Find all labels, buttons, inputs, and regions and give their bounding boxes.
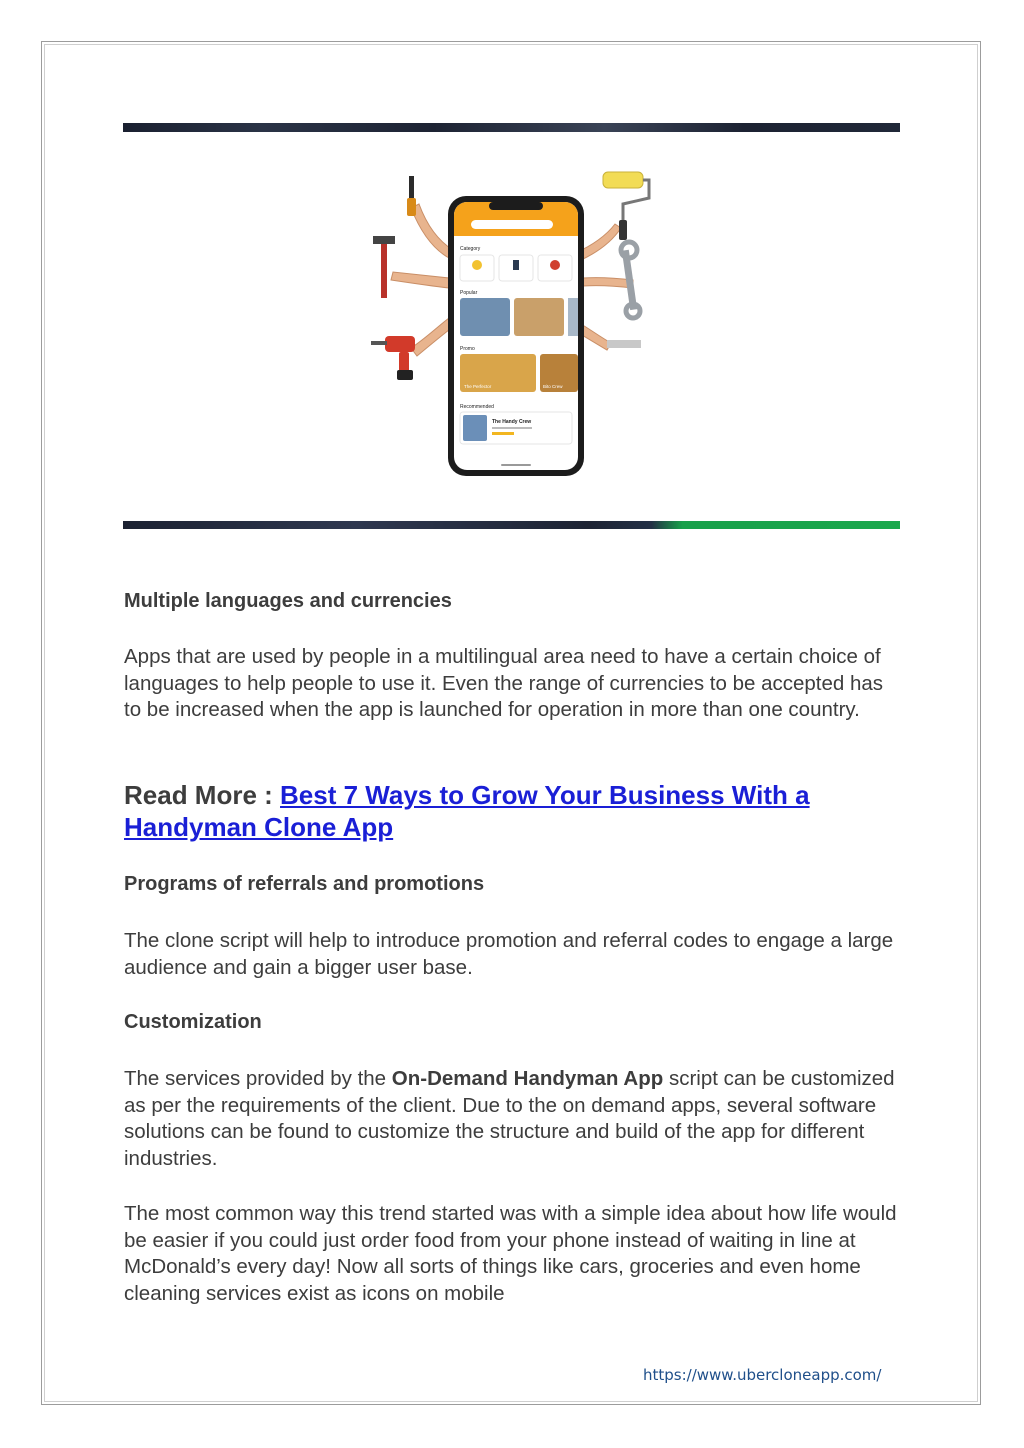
read-more-prefix: Read More : — [124, 780, 281, 810]
heading-languages: Multiple languages and currencies — [124, 590, 452, 612]
phone-search-bar — [471, 220, 553, 229]
popular-card-1 — [460, 298, 510, 336]
popular-card-2 — [514, 298, 564, 336]
drill-icon — [371, 336, 415, 380]
banner-top-bar — [123, 123, 900, 132]
handyman-app-illustration — [371, 168, 661, 483]
heading-referrals: Programs of referrals and promotions — [124, 873, 485, 895]
paragraph-customization — [124, 1066, 904, 1173]
level-tool-icon — [607, 340, 641, 348]
hero-banner — [123, 123, 900, 529]
customization-text-end: script can be customized as per the requirements of the client. Due to the on demand apps, several software solutions can be found to customize the structure and build of the app for different industries. — [124, 1067, 895, 1171]
promo-label: Promo — [460, 346, 475, 352]
popular-label: Popular — [460, 290, 478, 296]
read-more-link[interactable]: Best 7 Ways to Grow Your Business With a Handyman Clone App — [124, 780, 810, 842]
hammer-icon — [381, 238, 387, 298]
heading-customization: Customization — [124, 1011, 262, 1033]
banner-bottom-bar — [123, 521, 900, 529]
customization-bold-app-name: On-Demand Handyman App — [391, 1067, 664, 1090]
paragraph-referrals: The clone script will help to introduce promotion and referral codes to engage a large audience and gain a bigger user base. — [124, 929, 894, 979]
recommended-label: Recommended — [460, 404, 494, 410]
paragraph-trend: The most common way this trend started was with a simple idea about how life would be easier if you could just order food from your phone instead of waiting in line at McDonald’s every day! Now all sorts of things like cars, groceries and even home cleaning services exist as icons on mobile — [124, 1202, 897, 1306]
promo-tag-1: The Perfector — [464, 384, 492, 389]
footer-url[interactable]: https://www.ubercloneapp.com/ — [643, 1366, 882, 1384]
promo-tag-2: Bito Crew — [543, 384, 563, 389]
category-label: Category — [460, 246, 481, 252]
recommended-item-name: The Handy Crew — [492, 419, 532, 425]
paragraph-languages: Apps that are used by people in a multilingual area need to have a certain choice of languages to help people to use it. Even the range of currencies to be accepted has to be increased when the app is launched for operation in more than one country. — [124, 645, 884, 722]
read-more — [124, 779, 904, 843]
arm-screwdriver — [411, 204, 453, 258]
customization-text-start: The services provided by the — [124, 1067, 392, 1090]
